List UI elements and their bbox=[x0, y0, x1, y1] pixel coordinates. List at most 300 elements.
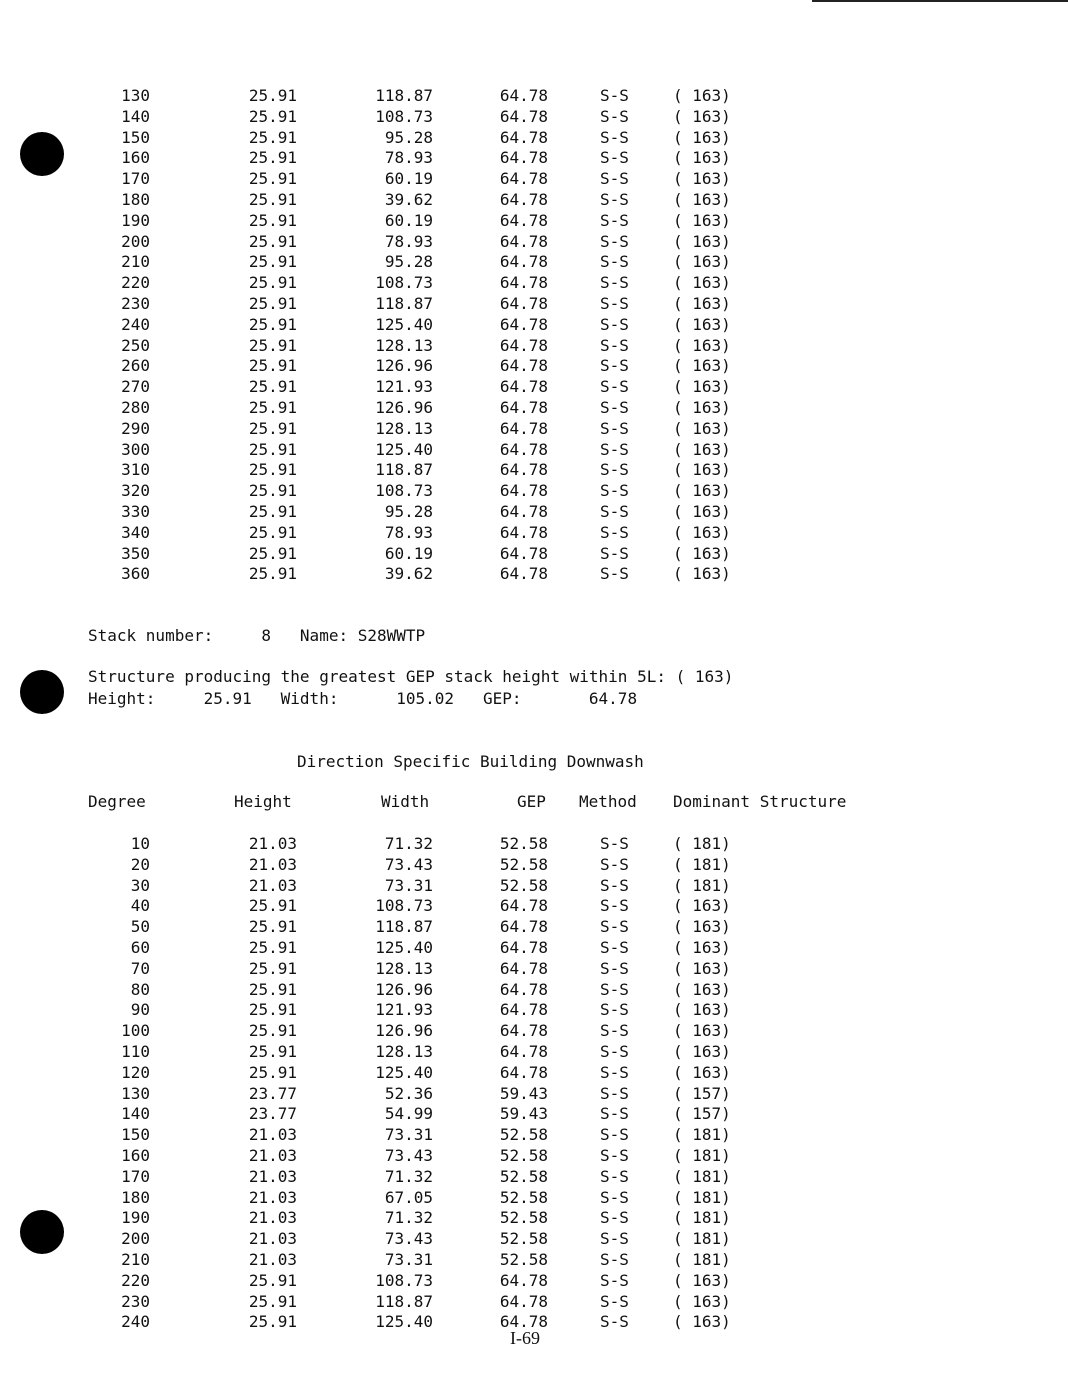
dominant-structure-cell: ( 163) bbox=[673, 86, 731, 105]
height-cell: 25.91 bbox=[248, 1062, 297, 1082]
degree-cell: 160 bbox=[121, 1145, 150, 1165]
degree-cell: 150 bbox=[121, 127, 150, 147]
table-row bbox=[0, 1104, 1068, 1125]
method-cell: S-S bbox=[600, 1270, 629, 1290]
dominant-structure-cell: ( 163) bbox=[673, 958, 731, 978]
gep-cell: 64.78 bbox=[499, 231, 548, 251]
height-cell: 25.91 bbox=[248, 460, 297, 480]
height-cell: 25.91 bbox=[248, 252, 297, 272]
method-cell: S-S bbox=[600, 418, 629, 438]
width-cell: 73.43 bbox=[384, 854, 433, 874]
height-cell: 25.91 bbox=[248, 979, 297, 999]
table-row bbox=[0, 481, 1068, 502]
dominant-structure-cell: ( 163) bbox=[673, 1312, 731, 1332]
width-cell: 125.40 bbox=[375, 314, 433, 334]
width-cell: 54.99 bbox=[384, 1104, 433, 1124]
width-cell: 71.32 bbox=[384, 1166, 433, 1186]
gep-cell: 64.78 bbox=[499, 377, 548, 397]
width-cell: 73.43 bbox=[384, 1145, 433, 1165]
dominant-structure-cell: ( 163) bbox=[673, 501, 731, 521]
structure-summary-line: Structure producing the greatest GEP stack height within 5L: ( 163) bbox=[88, 667, 734, 686]
col-gep: GEP bbox=[517, 792, 546, 811]
gep-cell: 52.58 bbox=[499, 1166, 548, 1186]
top-edge-rule bbox=[812, 0, 1068, 2]
degree-cell: 200 bbox=[121, 1229, 150, 1249]
dominant-structure-cell: ( 181) bbox=[673, 834, 731, 853]
gep-cell: 52.58 bbox=[499, 1145, 548, 1165]
gep-cell: 64.78 bbox=[499, 1312, 548, 1332]
section-title: Direction Specific Building Downwash bbox=[297, 752, 644, 771]
dominant-structure-cell: ( 163) bbox=[673, 522, 731, 542]
gep-cell: 52.58 bbox=[499, 1208, 548, 1228]
table-row bbox=[0, 1271, 1068, 1292]
height-cell: 25.91 bbox=[248, 397, 297, 417]
degree-cell: 90 bbox=[130, 1000, 150, 1020]
gep-cell: 64.78 bbox=[499, 896, 548, 916]
punch-hole-middle bbox=[20, 670, 64, 714]
col-dominant-structure: Dominant Structure bbox=[673, 792, 847, 811]
width-cell: 126.96 bbox=[375, 979, 433, 999]
height-cell: 21.03 bbox=[248, 1249, 297, 1269]
width-cell: 125.40 bbox=[375, 439, 433, 459]
degree-cell: 360 bbox=[121, 564, 150, 584]
width-cell: 71.32 bbox=[384, 834, 433, 853]
dominant-structure-cell: ( 163) bbox=[673, 127, 731, 147]
method-cell: S-S bbox=[600, 501, 629, 521]
col-degree: Degree bbox=[88, 792, 146, 811]
width-cell: 108.73 bbox=[375, 273, 433, 293]
dominant-structure-cell: ( 157) bbox=[673, 1083, 731, 1103]
gep-cell: 64.78 bbox=[499, 564, 548, 584]
height-cell: 21.03 bbox=[248, 875, 297, 895]
table-row bbox=[0, 959, 1068, 980]
dominant-structure-cell: ( 163) bbox=[673, 231, 731, 251]
table-row bbox=[0, 419, 1068, 440]
height-cell: 21.03 bbox=[248, 854, 297, 874]
width-cell: 125.40 bbox=[375, 937, 433, 957]
gep-cell: 64.78 bbox=[499, 439, 548, 459]
gep-cell: 64.78 bbox=[499, 189, 548, 209]
height-cell: 21.03 bbox=[248, 1125, 297, 1145]
width-cell: 121.93 bbox=[375, 1000, 433, 1020]
degree-cell: 210 bbox=[121, 252, 150, 272]
table-row bbox=[0, 190, 1068, 211]
degree-cell: 140 bbox=[121, 1104, 150, 1124]
table-row bbox=[0, 460, 1068, 481]
method-cell: S-S bbox=[600, 314, 629, 334]
method-cell: S-S bbox=[600, 543, 629, 563]
method-cell: S-S bbox=[600, 1104, 629, 1124]
gep-cell: 59.43 bbox=[499, 1083, 548, 1103]
table-row bbox=[0, 1229, 1068, 1250]
col-method: Method bbox=[579, 792, 637, 811]
dominant-structure-cell: ( 181) bbox=[673, 1208, 731, 1228]
method-cell: S-S bbox=[600, 1041, 629, 1061]
width-cell: 60.19 bbox=[384, 210, 433, 230]
col-width: Width bbox=[381, 792, 430, 811]
degree-cell: 80 bbox=[130, 979, 150, 999]
degree-cell: 280 bbox=[121, 397, 150, 417]
degree-cell: 350 bbox=[121, 543, 150, 563]
width-cell: 52.36 bbox=[384, 1083, 433, 1103]
width-cell: 108.73 bbox=[375, 896, 433, 916]
width-cell: 128.13 bbox=[375, 958, 433, 978]
table-row bbox=[0, 834, 1068, 855]
width-cell: 71.32 bbox=[384, 1208, 433, 1228]
height-cell: 21.03 bbox=[248, 1145, 297, 1165]
dominant-structure-cell: ( 163) bbox=[673, 439, 731, 459]
height-cell: 25.91 bbox=[248, 314, 297, 334]
gep-cell: 64.78 bbox=[499, 169, 548, 189]
method-cell: S-S bbox=[600, 481, 629, 501]
width-cell: 73.31 bbox=[384, 1249, 433, 1269]
dominant-structure-cell: ( 163) bbox=[673, 917, 731, 937]
method-cell: S-S bbox=[600, 1083, 629, 1103]
table-row bbox=[0, 377, 1068, 398]
width-cell: 95.28 bbox=[384, 127, 433, 147]
gep-cell: 64.78 bbox=[499, 418, 548, 438]
table-row bbox=[0, 1167, 1068, 1188]
height-cell: 25.91 bbox=[248, 169, 297, 189]
width-cell: 78.93 bbox=[384, 522, 433, 542]
page-number: I-69 bbox=[510, 1328, 540, 1348]
gep-cell: 64.78 bbox=[499, 1041, 548, 1061]
dominant-structure-cell: ( 163) bbox=[673, 1270, 731, 1290]
degree-cell: 30 bbox=[130, 875, 150, 895]
table-row bbox=[0, 980, 1068, 1001]
degree-cell: 130 bbox=[121, 1083, 150, 1103]
dominant-structure-cell: ( 157) bbox=[673, 1104, 731, 1124]
table-row bbox=[0, 938, 1068, 959]
gep-cell: 64.78 bbox=[499, 958, 548, 978]
degree-cell: 290 bbox=[121, 418, 150, 438]
dominant-structure-cell: ( 163) bbox=[673, 106, 731, 126]
gep-cell: 64.78 bbox=[499, 106, 548, 126]
dominant-structure-cell: ( 163) bbox=[673, 460, 731, 480]
method-cell: S-S bbox=[600, 86, 629, 105]
gep-cell: 64.78 bbox=[499, 979, 548, 999]
degree-cell: 140 bbox=[121, 106, 150, 126]
dominant-structure-cell: ( 181) bbox=[673, 1229, 731, 1249]
width-cell: 39.62 bbox=[384, 564, 433, 584]
method-cell: S-S bbox=[600, 189, 629, 209]
degree-cell: 340 bbox=[121, 522, 150, 542]
height-cell: 25.91 bbox=[248, 1000, 297, 1020]
width-cell: 108.73 bbox=[375, 1270, 433, 1290]
gep-cell: 52.58 bbox=[499, 834, 548, 853]
method-cell: S-S bbox=[600, 522, 629, 542]
method-cell: S-S bbox=[600, 854, 629, 874]
table-row bbox=[0, 1000, 1068, 1021]
degree-cell: 160 bbox=[121, 148, 150, 168]
degree-cell: 330 bbox=[121, 501, 150, 521]
width-cell: 60.19 bbox=[384, 169, 433, 189]
dominant-structure-cell: ( 163) bbox=[673, 418, 731, 438]
gep-cell: 64.78 bbox=[499, 460, 548, 480]
height-cell: 23.77 bbox=[248, 1104, 297, 1124]
height-cell: 25.91 bbox=[248, 896, 297, 916]
dominant-structure-cell: ( 163) bbox=[673, 273, 731, 293]
dominant-structure-cell: ( 181) bbox=[673, 854, 731, 874]
dominant-structure-cell: ( 163) bbox=[673, 335, 731, 355]
gep-cell: 64.78 bbox=[499, 522, 548, 542]
gep-cell: 59.43 bbox=[499, 1104, 548, 1124]
dominant-structure-cell: ( 181) bbox=[673, 1145, 731, 1165]
degree-cell: 320 bbox=[121, 481, 150, 501]
method-cell: S-S bbox=[600, 875, 629, 895]
degree-cell: 230 bbox=[121, 1291, 150, 1311]
table-row bbox=[0, 148, 1068, 169]
dominant-structure-cell: ( 163) bbox=[673, 356, 731, 376]
dominant-structure-cell: ( 181) bbox=[673, 1166, 731, 1186]
dominant-structure-cell: ( 163) bbox=[673, 377, 731, 397]
width-cell: 128.13 bbox=[375, 1041, 433, 1061]
height-cell: 21.03 bbox=[248, 1166, 297, 1186]
dominant-structure-cell: ( 163) bbox=[673, 148, 731, 168]
table-row bbox=[0, 232, 1068, 253]
width-cell: 67.05 bbox=[384, 1187, 433, 1207]
width-cell: 73.31 bbox=[384, 875, 433, 895]
dominant-structure-cell: ( 163) bbox=[673, 1021, 731, 1041]
table-row bbox=[0, 1021, 1068, 1042]
height-cell: 21.03 bbox=[248, 1229, 297, 1249]
height-cell: 25.91 bbox=[248, 418, 297, 438]
degree-cell: 260 bbox=[121, 356, 150, 376]
height-cell: 25.91 bbox=[248, 481, 297, 501]
dominant-structure-cell: ( 163) bbox=[673, 979, 731, 999]
gep-cell: 64.78 bbox=[499, 1000, 548, 1020]
degree-cell: 180 bbox=[121, 189, 150, 209]
method-cell: S-S bbox=[600, 439, 629, 459]
method-cell: S-S bbox=[600, 1229, 629, 1249]
dominant-structure-cell: ( 163) bbox=[673, 564, 731, 584]
method-cell: S-S bbox=[600, 1062, 629, 1082]
method-cell: S-S bbox=[600, 1312, 629, 1332]
gep-cell: 64.78 bbox=[499, 397, 548, 417]
dominant-structure-cell: ( 163) bbox=[673, 937, 731, 957]
gep-cell: 64.78 bbox=[499, 127, 548, 147]
method-cell: S-S bbox=[600, 958, 629, 978]
gep-cell: 64.78 bbox=[499, 148, 548, 168]
degree-cell: 120 bbox=[121, 1062, 150, 1082]
gep-cell: 64.78 bbox=[499, 1291, 548, 1311]
degree-cell: 60 bbox=[130, 937, 150, 957]
height-cell: 21.03 bbox=[248, 1187, 297, 1207]
table-row bbox=[0, 315, 1068, 336]
degree-cell: 240 bbox=[121, 314, 150, 334]
degree-cell: 170 bbox=[121, 1166, 150, 1186]
width-cell: 126.96 bbox=[375, 1021, 433, 1041]
method-cell: S-S bbox=[600, 356, 629, 376]
gep-cell: 64.78 bbox=[499, 273, 548, 293]
height-cell: 25.91 bbox=[248, 377, 297, 397]
method-cell: S-S bbox=[600, 1166, 629, 1186]
method-cell: S-S bbox=[600, 293, 629, 313]
method-cell: S-S bbox=[600, 1000, 629, 1020]
method-cell: S-S bbox=[600, 834, 629, 853]
gep-cell: 52.58 bbox=[499, 1249, 548, 1269]
table-row bbox=[0, 336, 1068, 357]
height-cell: 25.91 bbox=[248, 543, 297, 563]
gep-cell: 64.78 bbox=[499, 314, 548, 334]
method-cell: S-S bbox=[600, 979, 629, 999]
table-row bbox=[0, 1084, 1068, 1105]
method-cell: S-S bbox=[600, 210, 629, 230]
table-row bbox=[0, 1188, 1068, 1209]
height-cell: 25.91 bbox=[248, 148, 297, 168]
degree-cell: 40 bbox=[130, 896, 150, 916]
table-row bbox=[0, 917, 1068, 938]
gep-cell: 64.78 bbox=[499, 86, 548, 105]
height-cell: 25.91 bbox=[248, 356, 297, 376]
height-cell: 25.91 bbox=[248, 210, 297, 230]
degree-cell: 300 bbox=[121, 439, 150, 459]
gep-cell: 52.58 bbox=[499, 854, 548, 874]
gep-cell: 64.78 bbox=[499, 1021, 548, 1041]
dominant-structure-cell: ( 163) bbox=[673, 169, 731, 189]
height-cell: 21.03 bbox=[248, 1208, 297, 1228]
table-row bbox=[0, 169, 1068, 190]
width-cell: 108.73 bbox=[375, 481, 433, 501]
table-row bbox=[0, 1125, 1068, 1146]
height-cell: 25.91 bbox=[248, 86, 297, 105]
height-cell: 25.91 bbox=[248, 937, 297, 957]
stack-info-line: Stack number: 8 Name: S28WWTP bbox=[88, 626, 426, 645]
height-cell: 25.91 bbox=[248, 439, 297, 459]
degree-cell: 10 bbox=[130, 834, 150, 853]
table-row bbox=[0, 294, 1068, 315]
table-row bbox=[0, 273, 1068, 294]
gep-cell: 64.78 bbox=[499, 293, 548, 313]
height-cell: 25.91 bbox=[248, 189, 297, 209]
gep-cell: 64.78 bbox=[499, 1270, 548, 1290]
width-cell: 60.19 bbox=[384, 543, 433, 563]
width-cell: 95.28 bbox=[384, 252, 433, 272]
dominant-structure-cell: ( 163) bbox=[673, 1291, 731, 1311]
downwash-table-continued bbox=[0, 86, 1068, 585]
dominant-structure-cell: ( 163) bbox=[673, 293, 731, 313]
table-row bbox=[0, 1042, 1068, 1063]
gep-cell: 52.58 bbox=[499, 875, 548, 895]
method-cell: S-S bbox=[600, 273, 629, 293]
method-cell: S-S bbox=[600, 917, 629, 937]
gep-cell: 52.58 bbox=[499, 1125, 548, 1145]
degree-cell: 200 bbox=[121, 231, 150, 251]
degree-cell: 50 bbox=[130, 917, 150, 937]
table-row bbox=[0, 440, 1068, 461]
table-row bbox=[0, 855, 1068, 876]
degree-cell: 190 bbox=[121, 1208, 150, 1228]
table-row bbox=[0, 1146, 1068, 1167]
degree-cell: 180 bbox=[121, 1187, 150, 1207]
width-cell: 118.87 bbox=[375, 1291, 433, 1311]
gep-cell: 52.58 bbox=[499, 1229, 548, 1249]
method-cell: S-S bbox=[600, 106, 629, 126]
dominant-structure-cell: ( 181) bbox=[673, 875, 731, 895]
method-cell: S-S bbox=[600, 127, 629, 147]
structure-dimensions-line: Height: 25.91 Width: 105.02 GEP: 64.78 bbox=[88, 689, 638, 708]
degree-cell: 240 bbox=[121, 1312, 150, 1332]
width-cell: 126.96 bbox=[375, 397, 433, 417]
method-cell: S-S bbox=[600, 252, 629, 272]
gep-cell: 64.78 bbox=[499, 252, 548, 272]
dominant-structure-cell: ( 181) bbox=[673, 1249, 731, 1269]
table-row bbox=[0, 107, 1068, 128]
height-cell: 25.91 bbox=[248, 293, 297, 313]
height-cell: 25.91 bbox=[248, 1312, 297, 1332]
dominant-structure-cell: ( 163) bbox=[673, 1041, 731, 1061]
width-cell: 121.93 bbox=[375, 377, 433, 397]
width-cell: 95.28 bbox=[384, 501, 433, 521]
height-cell: 25.91 bbox=[248, 917, 297, 937]
gep-cell: 52.58 bbox=[499, 1187, 548, 1207]
gep-cell: 64.78 bbox=[499, 917, 548, 937]
degree-cell: 250 bbox=[121, 335, 150, 355]
method-cell: S-S bbox=[600, 397, 629, 417]
width-cell: 126.96 bbox=[375, 356, 433, 376]
degree-cell: 310 bbox=[121, 460, 150, 480]
width-cell: 125.40 bbox=[375, 1312, 433, 1332]
dominant-structure-cell: ( 181) bbox=[673, 1187, 731, 1207]
gep-cell: 64.78 bbox=[499, 1062, 548, 1082]
method-cell: S-S bbox=[600, 1145, 629, 1165]
method-cell: S-S bbox=[600, 1125, 629, 1145]
degree-cell: 230 bbox=[121, 293, 150, 313]
method-cell: S-S bbox=[600, 148, 629, 168]
gep-cell: 64.78 bbox=[499, 543, 548, 563]
table-row bbox=[0, 211, 1068, 232]
dominant-structure-cell: ( 163) bbox=[673, 210, 731, 230]
degree-cell: 130 bbox=[121, 86, 150, 105]
height-cell: 25.91 bbox=[248, 273, 297, 293]
table-row bbox=[0, 1208, 1068, 1229]
dominant-structure-cell: ( 163) bbox=[673, 397, 731, 417]
table-row bbox=[0, 544, 1068, 565]
width-cell: 125.40 bbox=[375, 1062, 433, 1082]
dominant-structure-cell: ( 163) bbox=[673, 543, 731, 563]
table-row bbox=[0, 86, 1068, 107]
degree-cell: 150 bbox=[121, 1125, 150, 1145]
col-height: Height bbox=[234, 792, 292, 811]
method-cell: S-S bbox=[600, 1187, 629, 1207]
gep-cell: 64.78 bbox=[499, 501, 548, 521]
height-cell: 25.91 bbox=[248, 564, 297, 584]
table-row bbox=[0, 1292, 1068, 1313]
width-cell: 118.87 bbox=[375, 460, 433, 480]
table-row bbox=[0, 1250, 1068, 1271]
height-cell: 25.91 bbox=[248, 231, 297, 251]
degree-cell: 270 bbox=[121, 377, 150, 397]
downwash-table bbox=[0, 834, 1068, 1333]
height-cell: 25.91 bbox=[248, 1291, 297, 1311]
method-cell: S-S bbox=[600, 169, 629, 189]
method-cell: S-S bbox=[600, 1208, 629, 1228]
dominant-structure-cell: ( 163) bbox=[673, 189, 731, 209]
method-cell: S-S bbox=[600, 335, 629, 355]
dominant-structure-cell: ( 163) bbox=[673, 314, 731, 334]
height-cell: 25.91 bbox=[248, 958, 297, 978]
width-cell: 73.31 bbox=[384, 1125, 433, 1145]
method-cell: S-S bbox=[600, 1291, 629, 1311]
degree-cell: 190 bbox=[121, 210, 150, 230]
height-cell: 25.91 bbox=[248, 127, 297, 147]
dominant-structure-cell: ( 163) bbox=[673, 1062, 731, 1082]
height-cell: 25.91 bbox=[248, 1041, 297, 1061]
degree-cell: 110 bbox=[121, 1041, 150, 1061]
width-cell: 128.13 bbox=[375, 335, 433, 355]
width-cell: 118.87 bbox=[375, 293, 433, 313]
table-row bbox=[0, 128, 1068, 149]
